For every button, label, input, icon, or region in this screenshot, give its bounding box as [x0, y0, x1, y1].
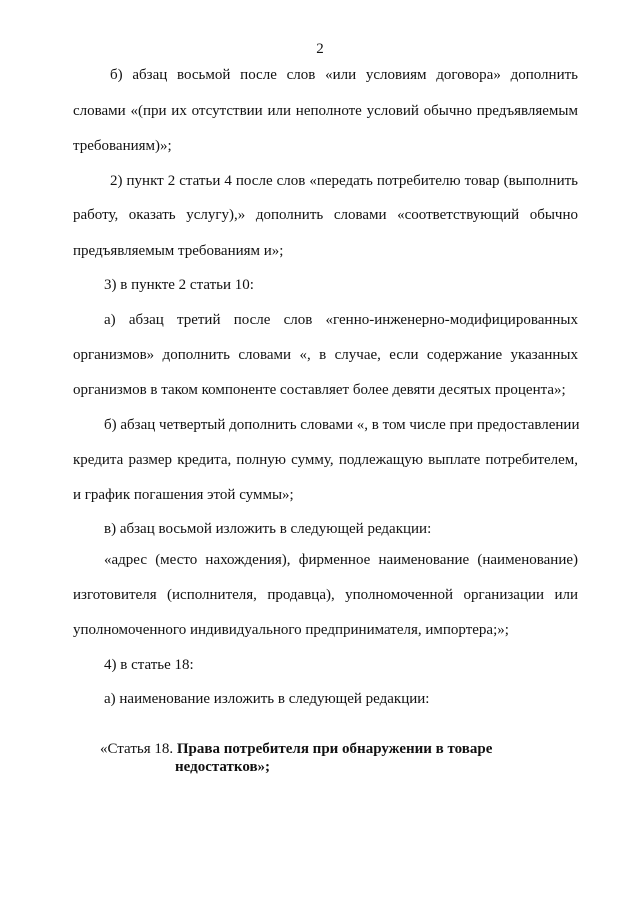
paragraph-line: б) абзац четвертый дополнить словами «, в том числе при предоставлении	[104, 417, 580, 433]
paragraph-line: изготовителя (исполнителя, продавца), уполномоченной организации или	[73, 587, 578, 603]
page-number: 2	[316, 41, 324, 57]
paragraph-line: в) абзац восьмой изложить в следующей редакции:	[104, 521, 432, 537]
article-heading	[100, 740, 492, 758]
paragraph-line: требованиям)»;	[73, 138, 172, 154]
paragraph-line: б) абзац восьмой после слов «или условиям договора» дополнить	[110, 67, 578, 83]
paragraph-line: организмов в таком компоненте составляет более девяти десятых процента»;	[73, 382, 566, 398]
paragraph-line: «адрес (место нахождения), фирменное наименование (наименование)	[104, 552, 578, 568]
paragraph-line: и график погашения этой суммы»;	[73, 487, 294, 503]
paragraph-line: а) абзац третий после слов «генно-инженерно-модифицированных	[104, 312, 578, 328]
paragraph-line: словами «(при их отсутствии или неполноте условий обычно предъявляемым	[73, 103, 578, 119]
paragraph-line: кредита размер кредита, полную сумму, подлежащую выплате потребителем,	[73, 452, 578, 468]
paragraph-line: а) наименование изложить в следующей редакции:	[104, 691, 430, 707]
paragraph-line: 4) в статье 18:	[104, 657, 194, 673]
paragraph-line: организмов» дополнить словами «, в случае, если содержание указанных	[73, 347, 578, 363]
paragraph-line: 2) пункт 2 статьи 4 после слов «передать потребителю товар (выполнить	[110, 173, 578, 189]
article-heading-title: Права потребителя при обнаружении в товаре	[176, 741, 493, 757]
paragraph-line: предъявляемым требованиям и»;	[73, 243, 284, 259]
article-heading-prefix: «Статья 18.	[100, 741, 177, 757]
paragraph-line: работу, оказать услугу),» дополнить словами «соответствующий обычно	[73, 207, 578, 223]
paragraph-line: уполномоченного индивидуального предпринимателя, импортера;»;	[73, 622, 509, 638]
paragraph-line: 3) в пункте 2 статьи 10:	[104, 277, 254, 293]
article-heading-continuation: недостатков»;	[175, 759, 271, 775]
